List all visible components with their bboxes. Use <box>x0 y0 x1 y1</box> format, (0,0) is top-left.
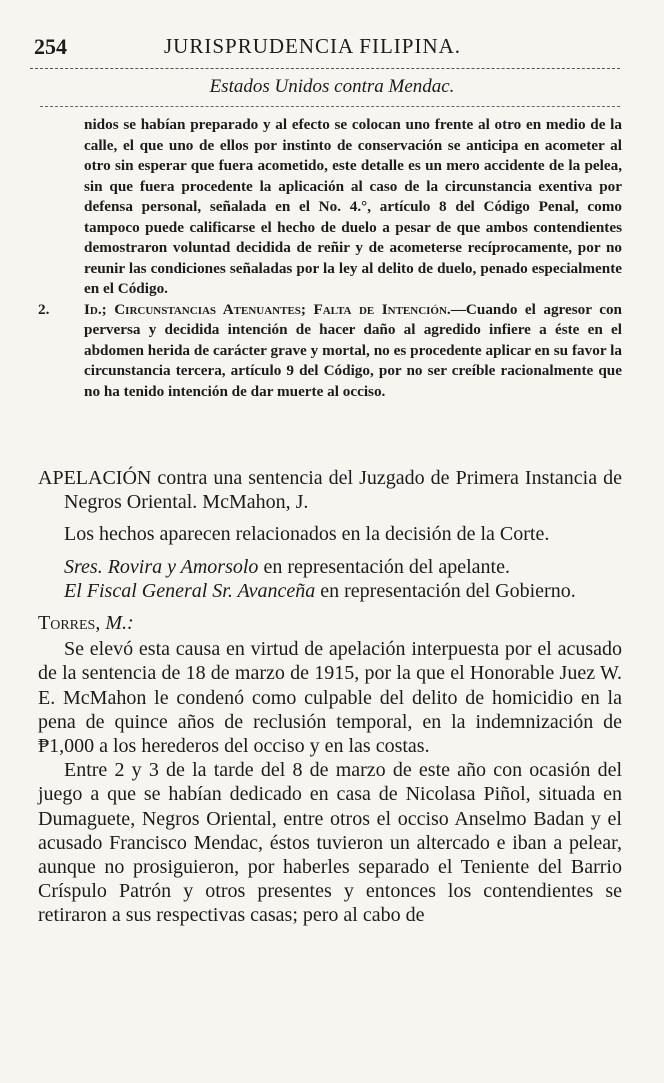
appeal-text: contra una sentencia del Juzgado de Primera Instancia de Negros Oriental. McMahon, J. <box>64 467 622 514</box>
syllabus-item-text: —Cuando el agresor con perversa y decidida intención de hacer daño al agredido infiere a éste en el abdomen herida de carácter grave y mortal, no es procedente aplicar en su favor la circunstancia tercera, artículo 9 del Código, por no ser creíble racionalmente que no ha tenido intención de dar muerte al occiso. <box>84 300 623 400</box>
appeal-heading: APELACIÓN <box>38 467 152 489</box>
opinion-paragraph-1: Se elevó esta causa en virtud de apelación interpuesta por el acusado de la sentencia de 18 de marzo de 1915, por la que el Honorable Juez W. E. McMahon le condenó como culpable del delito de homicidio en la pena de quince años de reclusión temporal, en la indemnización de ₱1,000 a los herederos del occiso y en las costas. <box>38 638 622 758</box>
counsel-appellant: Sres. Rovira y Amorsolo en representación del apelante. <box>64 555 510 578</box>
appeal-statement <box>38 466 622 514</box>
counsel-government-names: El Fiscal General Sr. Avanceña <box>64 579 316 602</box>
case-title-rule <box>40 106 620 107</box>
page-header <box>34 28 624 60</box>
header-rule <box>30 68 620 69</box>
counsel-appellant-names: Sres. Rovira y Amorsolo <box>64 555 259 578</box>
syllabus <box>38 115 622 402</box>
page-number: 254 <box>34 34 67 59</box>
opinion-author <box>38 611 622 635</box>
syllabus-paragraph-1: nidos se habían preparado y al efecto se colocan uno frente al otro en medio de la calle, el que uno de ellos por instinto de conservación se anticipa en acometer al otro sin esperar que fuera acometido, este detalle es un mero accidente de la pelea, sin que fuera procedente la aplicación al caso de la circunstancia exentiva por defensa personal, señalada en el No. 4.°, artículo 8 del Código Penal, como tampoco puede calificarse el hecho de duelo a pesar de que ambos contendientes demostraron voluntad decidida de reñir y de acometerse recíprocamente, por no reunir las condiciones señaladas por la ley al delito de duelo, penado especialmente en el Código. <box>84 116 622 297</box>
syllabus-item-heading: Id.; Circunstancias Atenuantes; Falta de Intención. <box>84 300 451 318</box>
syllabus-item-2 <box>38 300 622 403</box>
case-title: Estados Unidos contra Mendac. <box>209 76 455 97</box>
opinion-paragraph-2: Entre 2 y 3 de la tarde del 8 de marzo de este año con ocasión del juego a que se habían dedicado en casa de Nicolasa Piñol, situada en Dumaguete, Negros Oriental, entre otros el occiso Anselmo Badan y el acusado Francisco Mendac, éstos tuvieron un altercado e iban a pelear, aunque no prosiguieron, por haberles separado el Teniente del Barrio Críspulo Patrón y otros presentes y entonces los contendientes se retiraron a sus respectivas casas; pero al cabo de <box>38 759 622 927</box>
decision-body <box>38 466 622 936</box>
author-name: Torres, <box>38 612 101 635</box>
syllabus-item-number: 2. <box>38 300 50 318</box>
facts-statement: Los hechos aparecen relacionados en la decisión de la Corte. <box>64 523 550 546</box>
counsel-government: El Fiscal General Sr. Avanceña en representación del Gobierno. <box>64 579 576 602</box>
running-title: JURISPRUDENCIA FILIPINA. <box>164 34 462 58</box>
author-title: M.: <box>100 612 134 635</box>
